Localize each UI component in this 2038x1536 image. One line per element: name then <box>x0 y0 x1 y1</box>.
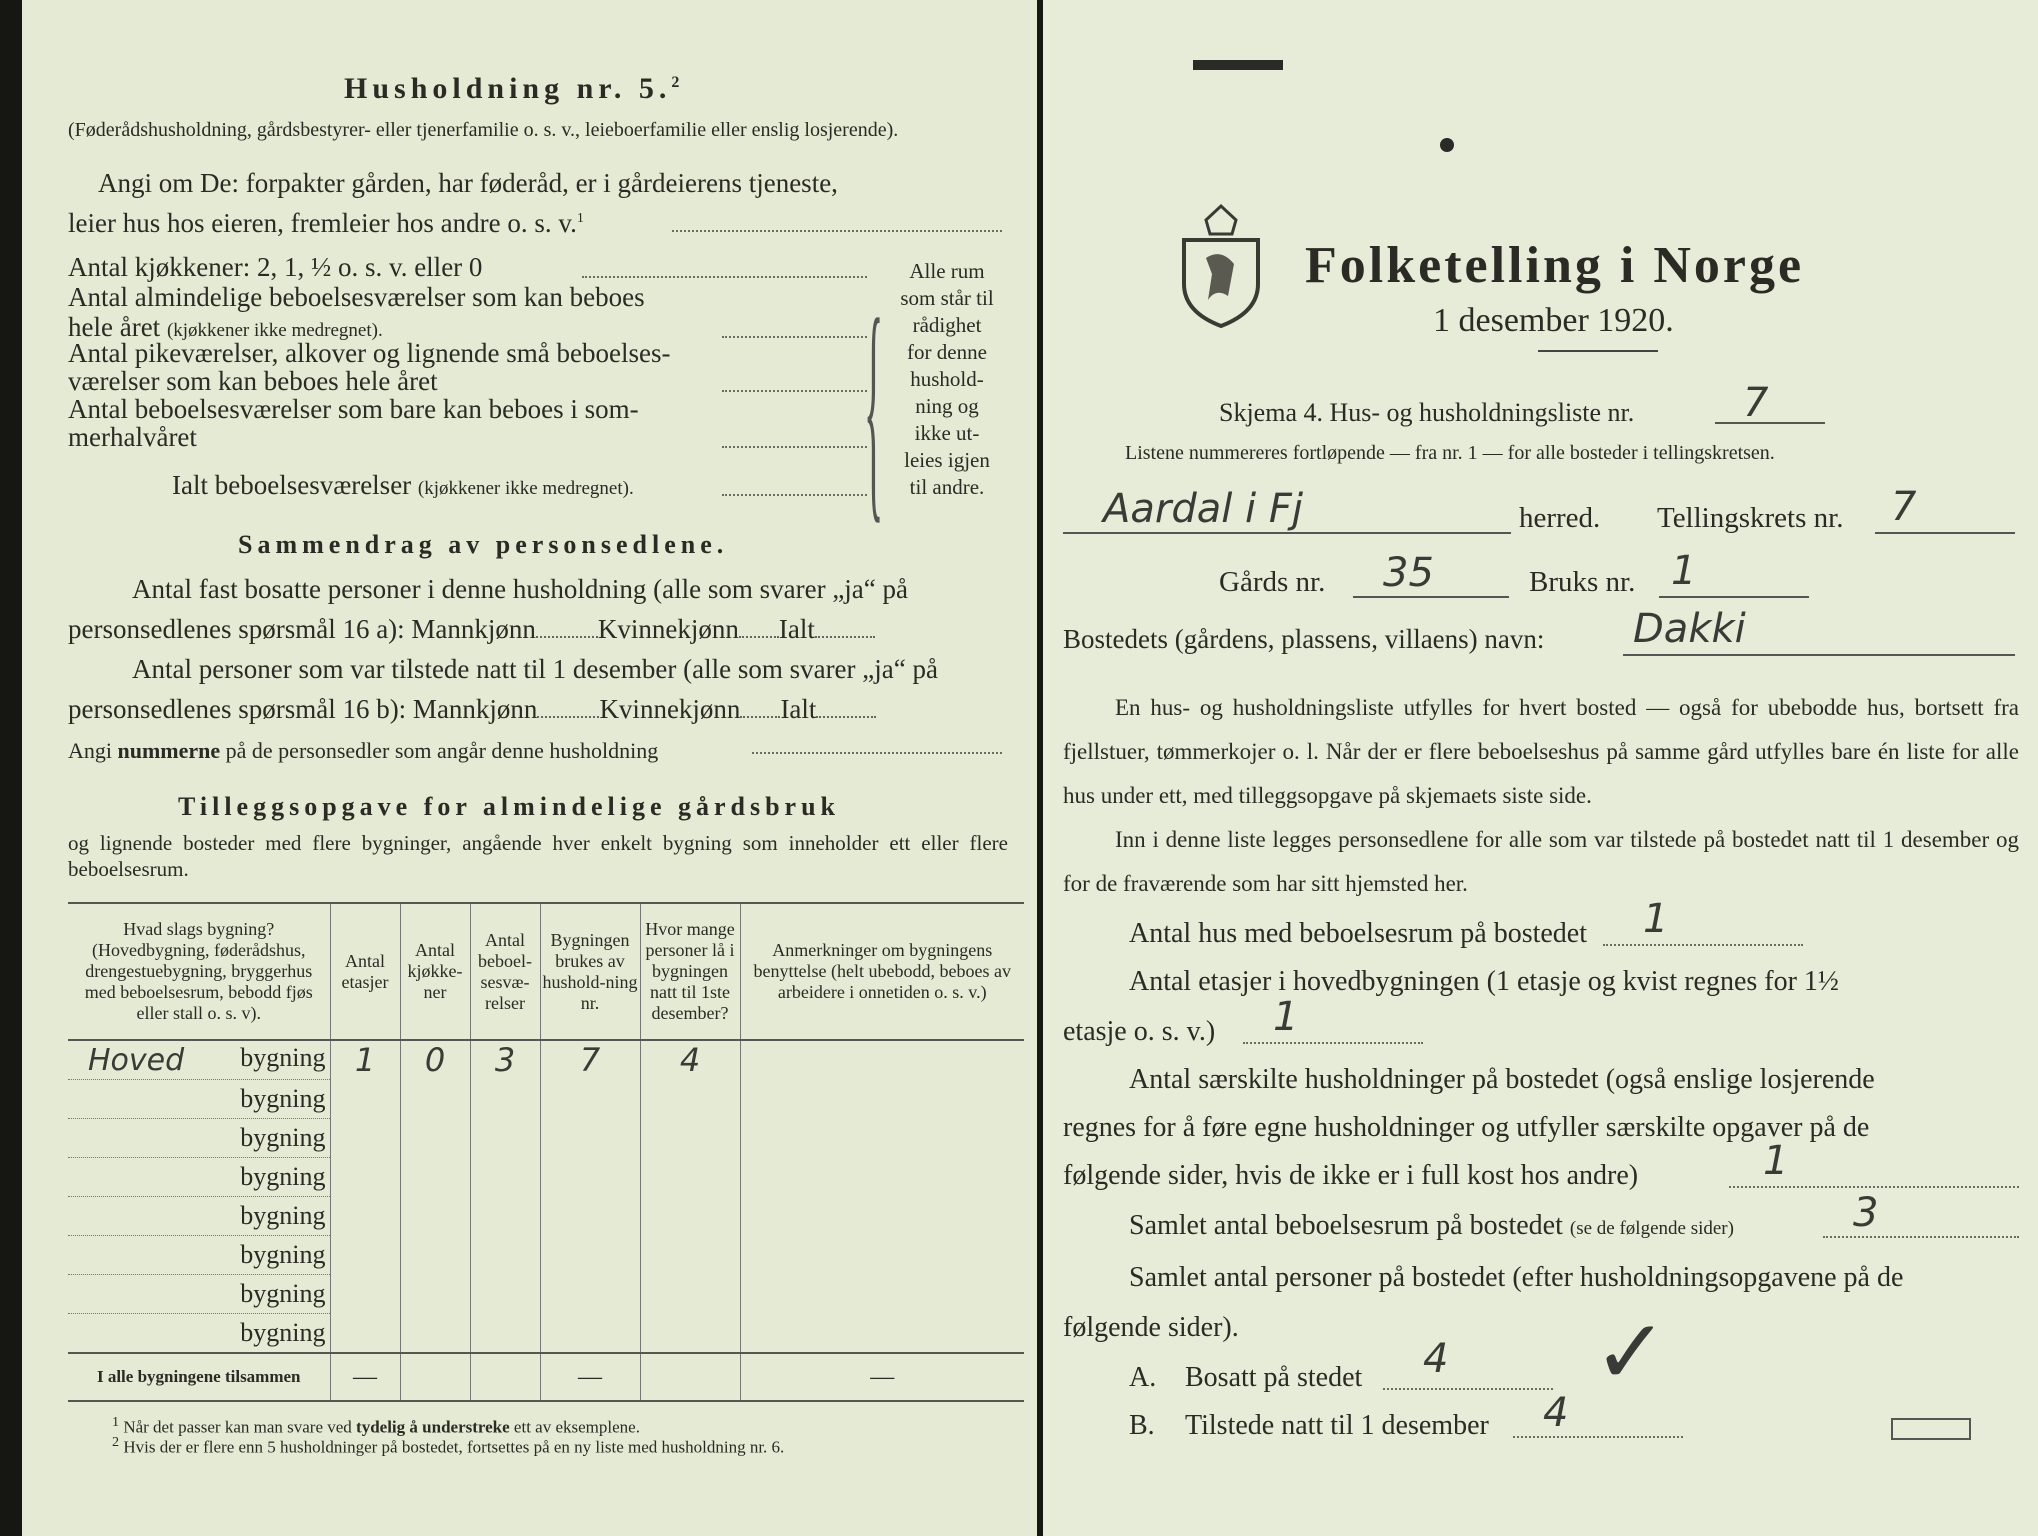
col-kitchens: Antal kjøkke-ner <box>400 903 470 1040</box>
col-persons: Hvor mange personer lå i bygningen natt til 1ste desember? <box>640 903 740 1040</box>
coat-of-arms-icon <box>1176 200 1266 335</box>
table-row: bygning <box>68 1314 1024 1354</box>
instructions-para1: En hus- og husholdningsliste utfylles for hvert bosted — også for ubebodde hus, bortsett fra fjellstuer, tømmerkojer o. l. Når der er flere beboelseshus på samme gård utfylles bare én liste for alle hus under ett, med tilleggsopgave på skjemaets siste side. <box>1063 695 2019 808</box>
q-sars-value: 1 <box>1763 1138 1789 1184</box>
brace: { <box>864 266 884 546</box>
herred-label: herred. <box>1519 502 1601 534</box>
b-label: B. <box>1129 1410 1155 1441</box>
table-row: bygning <box>68 1275 1024 1314</box>
tillegg-title: Tilleggsopgave for almindelige gårdsbruk <box>178 792 841 821</box>
instructions-para2: Inn i denne liste legges personsedlene for alle som var tilstede på bostedet natt til 1 desember og for de fraværende som har sitt hjemsted her. <box>1063 827 2019 896</box>
herred-value: Aardal i Fj <box>1103 486 1303 532</box>
ordinary-rooms-line2: hele året (kjøkkener ikke medregnet). <box>68 312 383 342</box>
table-row: bygning <box>68 1236 1024 1275</box>
printer-stamp <box>1891 1418 1971 1440</box>
q-sars-line1: Antal særskilte husholdninger på bostedet (også enslige losjerende <box>1129 1064 1875 1095</box>
col-building-type: Hvad slags bygning? (Hovedbygning, føderådshus, drengestuebygning, bryggerhus med beboelsesrum, bebodd fjøs eller stall o. s. v). <box>68 903 330 1040</box>
q-rum-value: 3 <box>1853 1190 1879 1236</box>
q-etasjer-line2: etasje o. s. v.) <box>1063 1016 1216 1047</box>
ordinary-rooms-line1: Antal almindelige beboelsesværelser som kan beboes <box>68 282 645 312</box>
table-row: bygning <box>68 1119 1024 1158</box>
summer-rooms-line2: merhalvåret <box>68 422 197 452</box>
angi-nummerne: Angi nummerne på de personsedler som angår denne husholdning <box>68 738 659 763</box>
col-remarks: Anmerkninger om bygningens benyttelse (helt ubebodd, beboes av arbeidere i onnetiden o. s. v.) <box>740 903 1024 1040</box>
footnote-2: $^2$ Hvis der er flere enn 5 husholdninger på bostedet, fortsettes på en ny liste med husholdning nr. 6. <box>112 1434 785 1457</box>
building-table <box>68 902 1024 1402</box>
kitchen-count-label: Antal kjøkkener: 2, 1, ½ o. s. v. eller 0 <box>68 252 483 282</box>
summer-rooms-line1: Antal beboelsesværelser som bare kan beboes i som- <box>68 394 639 424</box>
q-sars-line3: følgende sider, hvis de ikke er i full kost hos andre) <box>1063 1160 1639 1191</box>
angi-line2: leier hus hos eieren, fremleier hos andre o. s. v.$^1$ <box>68 208 584 238</box>
b-text: Tilstede natt til 1 desember <box>1185 1410 1489 1441</box>
col-floors: Antal etasjer <box>330 903 400 1040</box>
bruks-label: Bruks nr. <box>1529 566 1636 598</box>
a-value: 4 <box>1423 1336 1449 1382</box>
census-date: 1 desember 1920. <box>1433 302 1674 339</box>
side-note: Alle rum som står til rådighet for denne hushold- ning og ikke ut- leies igjen til andre. <box>900 259 994 499</box>
a-text: Bosatt på stedet <box>1185 1362 1363 1393</box>
angi-line1: Angi om De: forpakter gården, har føderåd, er i gårdeierens tjeneste, <box>98 168 838 198</box>
gards-label: Gårds nr. <box>1219 566 1326 598</box>
household-title: Husholdning nr. 5.$^2$ <box>344 72 685 105</box>
census-title: Folketelling i Norge <box>1305 237 1805 294</box>
skjema-value: 7 <box>1743 380 1769 426</box>
bruks-value: 1 <box>1671 548 1697 594</box>
q-sars-line2: regnes for å føre egne husholdninger og utfyller særskilte opgaver på de <box>1063 1112 1870 1143</box>
q-etasjer-line1: Antal etasjer i hovedbygningen (1 etasje og kvist regnes for 1½ <box>1129 966 1839 997</box>
bosted-label: Bostedets (gårdens, plassens, villaens) navn: <box>1063 624 1545 654</box>
bosted-value: Dakki <box>1633 606 1746 652</box>
q-pers-line1: Samlet antal personer på bostedet (efter husholdningsopgavene på de <box>1129 1262 1904 1293</box>
table-row: bygning <box>68 1197 1024 1236</box>
check-mark-icon: ✓ <box>1593 1300 1669 1405</box>
listene-note: Listene nummereres fortløpende — fra nr. 1 — for alle bosteder i tellingskretsen. <box>1125 442 1775 464</box>
tellingskrets-value: 7 <box>1891 484 1917 530</box>
right-page <box>1043 0 2038 1536</box>
q-hus-value: 1 <box>1643 896 1669 942</box>
q-etasjer-value: 1 <box>1273 994 1299 1040</box>
col-rooms: Antal beboel-sesvæ-relser <box>470 903 540 1040</box>
gards-value: 35 <box>1383 550 1434 596</box>
maid-rooms-line2: værelser som kan beboes hele året <box>68 366 438 396</box>
tillegg-sub: og lignende bosteder med flere bygninger, angående hver enkelt bygning som inneholder ett eller flere beboelsesrum. <box>68 831 1008 881</box>
left-page <box>22 0 1037 1536</box>
footnote-1: $^1$ Når det passer kan man svare ved tydelig å understreke ett av eksemplene. <box>112 1414 640 1437</box>
present-line2: personsedlenes spørsmål 16 b): Mannkjønn Kvinnekjønn Ialt <box>68 694 876 725</box>
b-value: 4 <box>1543 1390 1569 1436</box>
tellingskrets-label: Tellingskrets nr. <box>1657 502 1844 534</box>
a-label: A. <box>1129 1362 1157 1393</box>
q-pers-line2: følgende sider). <box>1063 1312 1239 1343</box>
present-line1: Antal personer som var tilstede natt til 1 desember (alle som svarer „ja“ på <box>132 654 938 684</box>
intro-paren: (Føderådshusholdning, gårdsbestyrer- eller tjenerfamilie o. s. v., leieboerfamilie eller enslig losjerende). <box>68 119 899 141</box>
col-household: Bygningen brukes av hushold-ning nr. <box>540 903 640 1040</box>
skjema-label: Skjema 4. Hus- og husholdningsliste nr. <box>1219 398 1635 427</box>
table-row: bygning <box>68 1158 1024 1197</box>
q-rum-label: Samlet antal beboelsesrum på bostedet (se de følgende sider) <box>1129 1210 1734 1241</box>
summary-title: Sammendrag av personsedlene. <box>238 530 729 559</box>
total-rooms-label: Ialt beboelsesværelser (kjøkkener ikke medregnet). <box>172 470 634 500</box>
table-total-row: I alle bygningene tilsammen — — — <box>68 1353 1024 1401</box>
ink-dot <box>1440 138 1454 152</box>
table-row: Hoved bygning 1 0 3 7 4 <box>68 1040 1024 1080</box>
ink-mark <box>1193 60 1283 70</box>
fast-line1: Antal fast bosatte personer i denne husholdning (alle som svarer „ja“ på <box>132 574 908 604</box>
fast-line2: personsedlenes spørsmål 16 a): Mannkjønn Kvinnekjønn Ialt <box>68 614 875 645</box>
q-hus-label: Antal hus med beboelsesrum på bostedet <box>1129 918 1588 949</box>
maid-rooms-line1: Antal pikeværelser, alkover og lignende små beboelses- <box>68 338 671 368</box>
table-row: bygning <box>68 1080 1024 1119</box>
